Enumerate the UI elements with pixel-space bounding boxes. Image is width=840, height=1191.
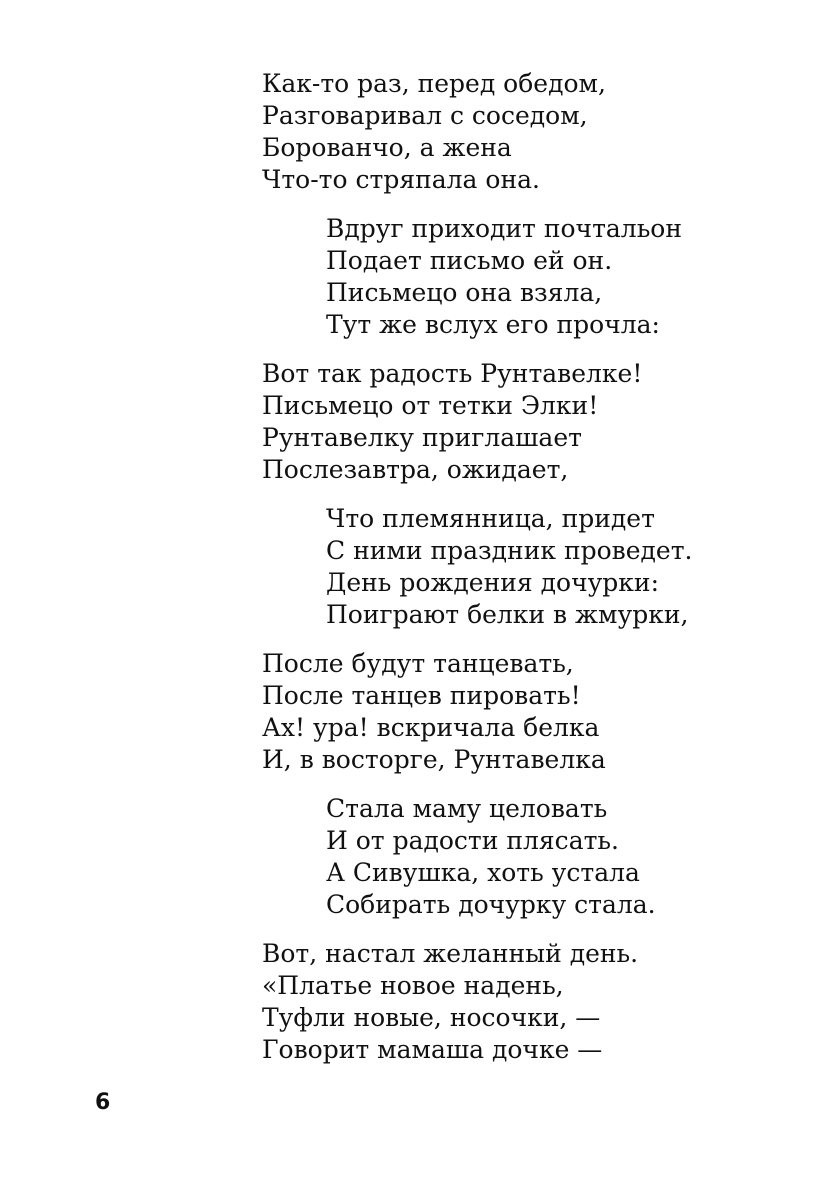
poem-line: Как-то раз, перед обедом, — [262, 69, 606, 98]
poem-line: Ах! ура! вскричала белка — [262, 713, 600, 742]
poem-line: Рунтавелку приглашает — [262, 423, 582, 452]
page-number: 6 — [95, 1090, 111, 1115]
poem-line: Подает письмо ей он. — [326, 246, 613, 275]
poem-text — [262, 68, 782, 1083]
stanza-4 — [262, 503, 782, 631]
stanza-7 — [262, 938, 782, 1066]
stanza-3 — [262, 358, 782, 486]
poem-line: Письмецо она взяла, — [326, 278, 603, 307]
poem-line: Поиграют белки в жмурки, — [326, 600, 689, 629]
poem-line: День рождения дочурки: — [326, 568, 660, 597]
poem-line: После будут танцевать, — [262, 649, 574, 678]
poem-line: Тут же вслух его прочла: — [326, 310, 660, 339]
poem-line: Вдруг приходит почтальон — [326, 214, 683, 243]
poem-line: Говорит мамаша дочке — — [262, 1035, 603, 1064]
stanza-1 — [262, 68, 782, 196]
poem-line: А Сивушка, хоть устала — [326, 858, 640, 887]
poem-line: И от радости плясать. — [326, 826, 619, 855]
poem-line: Разговаривал с соседом, — [262, 101, 588, 130]
stanza-5 — [262, 648, 782, 776]
stanza-2 — [262, 213, 782, 341]
poem-line: Вот так радость Рунтавелке! — [262, 359, 643, 388]
stanza-6 — [262, 793, 782, 921]
poem-line: После танцев пировать! — [262, 681, 581, 710]
poem-line: Что-то стряпала она. — [262, 165, 540, 194]
poem-line: Письмецо от тетки Элки! — [262, 391, 599, 420]
poem-line: «Платье новое надень, — [262, 971, 564, 1000]
poem-line: С ними праздник проведет. — [326, 536, 693, 565]
poem-line: Послезавтра, ожидает, — [262, 455, 569, 484]
poem-line: Собирать дочурку стала. — [326, 890, 656, 919]
poem-line: Стала маму целовать — [326, 794, 608, 823]
poem-line: Что племянница, придет — [326, 504, 655, 533]
poem-line: Борованчо, а жена — [262, 133, 512, 162]
poem-line: Туфли новые, носочки, — — [262, 1003, 601, 1032]
poem-line: Вот, настал желанный день. — [262, 939, 639, 968]
poem-line: И, в восторге, Рунтавелка — [262, 745, 606, 774]
